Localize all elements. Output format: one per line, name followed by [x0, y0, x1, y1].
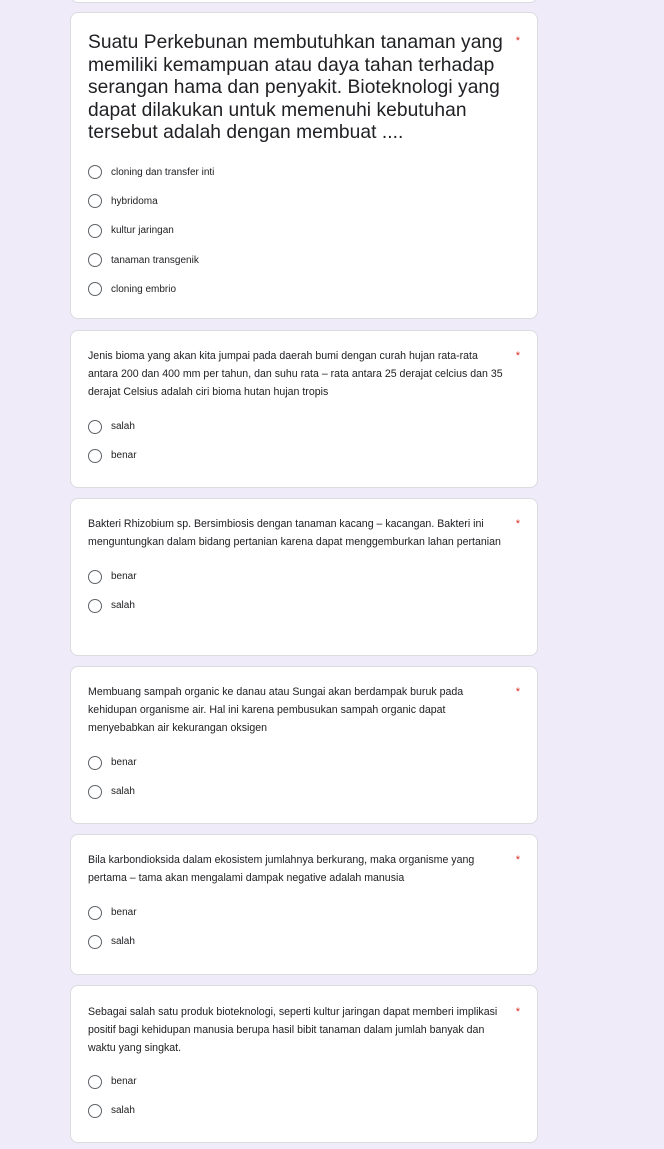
question-card-2 [70, 330, 538, 488]
required-asterisk: * [515, 518, 520, 530]
radio-button-icon[interactable] [88, 570, 102, 584]
question-card-1 [70, 12, 538, 319]
question-text: Bakteri Rhizobium sp. Bersimbiosis dengan tanaman kacang – kacangan. Bakteri ini menguntungkan dalam bidang pertanian karena dapat menggemburkan lahan pertanian [88, 518, 501, 548]
option-label: salah [111, 936, 135, 948]
option-salah[interactable] [71, 777, 537, 806]
radio-button-icon[interactable] [88, 785, 102, 799]
radio-button-icon[interactable] [88, 282, 102, 296]
required-asterisk: * [515, 35, 520, 47]
option-label: benar [111, 450, 137, 462]
option-salah[interactable] [71, 927, 537, 956]
option-benar[interactable] [71, 562, 537, 591]
option-tanaman-transgenik[interactable] [71, 245, 537, 274]
option-label: salah [111, 786, 135, 798]
radio-button-icon[interactable] [88, 756, 102, 770]
radio-button-icon[interactable] [88, 194, 102, 208]
radio-button-icon[interactable] [88, 253, 102, 267]
radio-button-icon[interactable] [88, 935, 102, 949]
option-label: benar [111, 1076, 137, 1088]
question-card-3 [70, 498, 538, 656]
required-asterisk: * [515, 686, 520, 698]
option-benar[interactable] [71, 748, 537, 777]
option-label: benar [111, 907, 137, 919]
previous-question-card [70, 0, 538, 3]
radio-button-icon[interactable] [88, 1075, 102, 1089]
option-label: cloning dan transfer inti [111, 166, 215, 178]
question-card-5 [70, 834, 538, 975]
question-text: Sebagai salah satu produk bioteknologi, seperti kultur jaringan dapat memberi implikasi positif bagi kehidupan manusia berupa hasil bibit tanaman dalam jumlah banyak dan waktu yang singkat. [88, 1006, 498, 1054]
question-card-4 [70, 666, 538, 824]
option-salah[interactable] [71, 1096, 537, 1125]
radio-button-icon[interactable] [88, 906, 102, 920]
required-asterisk: * [515, 350, 520, 362]
option-label: benar [111, 571, 137, 583]
question-text: Suatu Perkebunan membutuhkan tanaman yang memiliki kemampuan atau daya tahan terhadap serangan hama dan penyakit. Bioteknologi yang dapat dilakukan untuk memenuhi kebutuhan tersebut adalah dengan membuat .... [88, 32, 503, 143]
question-text: Bila karbondioksida dalam ekosistem jumlahnya berkurang, maka organisme yang pertama – tama akan mengalami dampak negative adalah manusia [88, 854, 475, 884]
option-label: benar [111, 757, 137, 769]
option-salah[interactable] [71, 591, 537, 620]
option-benar[interactable] [71, 441, 537, 470]
option-benar[interactable] [71, 1067, 537, 1096]
option-cloning-embrio[interactable] [71, 275, 537, 304]
option-kultur-jaringan[interactable] [71, 216, 537, 245]
option-hybridoma[interactable] [71, 187, 537, 216]
required-asterisk: * [515, 854, 520, 866]
option-salah[interactable] [71, 412, 537, 441]
option-label: hybridoma [111, 195, 158, 207]
question-card-6 [70, 985, 538, 1143]
radio-button-icon[interactable] [88, 165, 102, 179]
required-asterisk: * [515, 1006, 520, 1018]
option-label: tanaman transgenik [111, 254, 199, 266]
radio-button-icon[interactable] [88, 224, 102, 238]
radio-button-icon[interactable] [88, 599, 102, 613]
option-cloning-dan-transfer-inti[interactable] [71, 158, 537, 187]
option-label: salah [111, 1105, 135, 1117]
radio-button-icon[interactable] [88, 449, 102, 463]
option-label: salah [111, 421, 135, 433]
radio-button-icon[interactable] [88, 420, 102, 434]
question-text: Membuang sampah organic ke danau atau Sungai akan berdampak buruk pada kehidupan organisme air. Hal ini karena pembusukan sampah organic dapat menyebabkan air kekurangan oksigen [88, 686, 464, 734]
option-benar[interactable] [71, 898, 537, 927]
option-label: cloning embrio [111, 283, 177, 295]
radio-button-icon[interactable] [88, 1104, 102, 1118]
question-text: Jenis bioma yang akan kita jumpai pada daerah bumi dengan curah hujan rata-rata antara 200 dan 400 mm per tahun, dan suhu rata – rata antara 25 derajat celcius dan 35 derajat Celsius adalah ciri bioma hutan hujan tropis [88, 350, 503, 398]
option-label: kultur jaringan [111, 225, 174, 237]
option-label: salah [111, 600, 135, 612]
